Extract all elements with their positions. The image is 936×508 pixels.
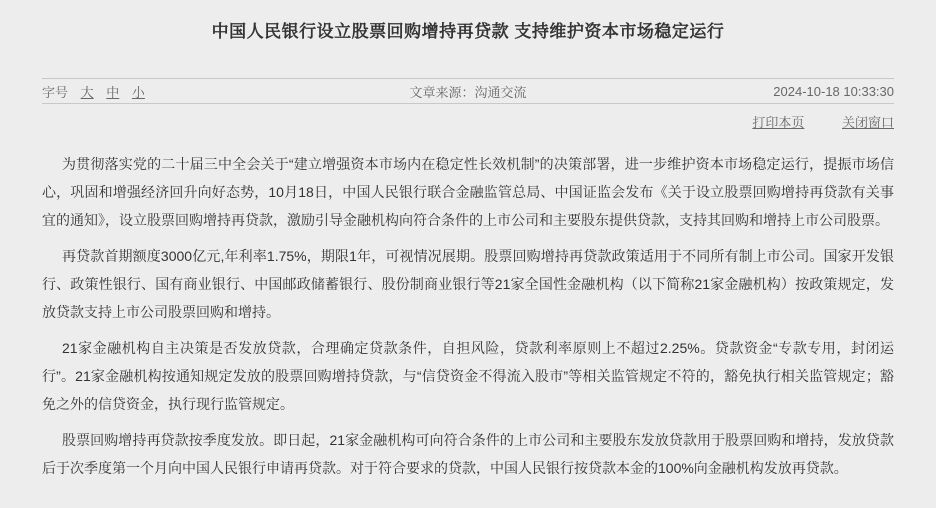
font-size-label: 字号 (42, 84, 69, 100)
article-body (42, 150, 894, 482)
article-source (326, 82, 610, 101)
print-page-link[interactable]: 打印本页 (752, 115, 805, 130)
article-paragraph: 股票回购增持再贷款按季度发放。即日起，21家金融机构可向符合条件的上市公司和主要股东发放贷款用于股票回购和增持，发放贷款后于次季度第一个月向中国人民银行申请再贷款。对于符合要求的贷款，中国人民银行按贷款本金的100%向金融机构发放再贷款。 (42, 432, 894, 476)
font-size-control (42, 82, 326, 101)
publish-datetime-wrap (610, 84, 894, 99)
article-paragraph: 再贷款首期额度3000亿元,年利率1.75%，期限1年，可视情况展期。股票回购增持再贷款政策适用于不同所有制上市公司。国家开发银行、政策性银行、国有商业银行、中国邮政储蓄银行、股份制商业银行等21家全国性金融机构（以下简称21家金融机构）按政策规定，发放贷款支持上市公司股票回购和增持。 (42, 248, 894, 320)
article-source-value: 沟通交流 (474, 84, 527, 100)
font-size-small-link[interactable]: 小 (131, 84, 145, 100)
article-paragraph: 21家金融机构自主决策是否发放贷款，合理确定贷款条件，自担风险，贷款利率原则上不超过2.25%。贷款资金“专款专用，封闭运行”。21家金融机构按通知规定发放的股票回购增持贷款，与“信贷资金不得流入股市”等相关监管规定不符的，豁免执行相关监管规定；豁免之外的信贷资金，执行现行监管规定。 (42, 340, 894, 412)
article-source-label: 文章来源： (409, 84, 475, 100)
article-paragraph: 为贯彻落实党的二十届三中全会关于“建立增强资本市场内在稳定性长效机制”的决策部署，进一步维护资本市场稳定运行，提振市场信心，巩固和增强经济回升向好态势，10月18日，中国人民银行联合金融监管总局、中国证监会发布《关于设立股票回购增持再贷款有关事宜的通知》，设立股票回购增持再贷款，激励引导金融机构向符合条件的上市公司和主要股东提供贷款，支持其回购和增持上市公司股票。 (42, 156, 894, 228)
meta-bar (42, 78, 894, 104)
close-window-link[interactable]: 关闭窗口 (841, 115, 894, 130)
actions-row (42, 113, 894, 133)
font-size-large-link[interactable]: 大 (80, 84, 94, 100)
font-size-medium-link[interactable]: 中 (106, 84, 120, 100)
publish-datetime: 2024-10-18 10:33:30 (773, 83, 894, 99)
page-title: 中国人民银行设立股票回购增持再贷款 支持维护资本市场稳定运行 (211, 22, 725, 41)
